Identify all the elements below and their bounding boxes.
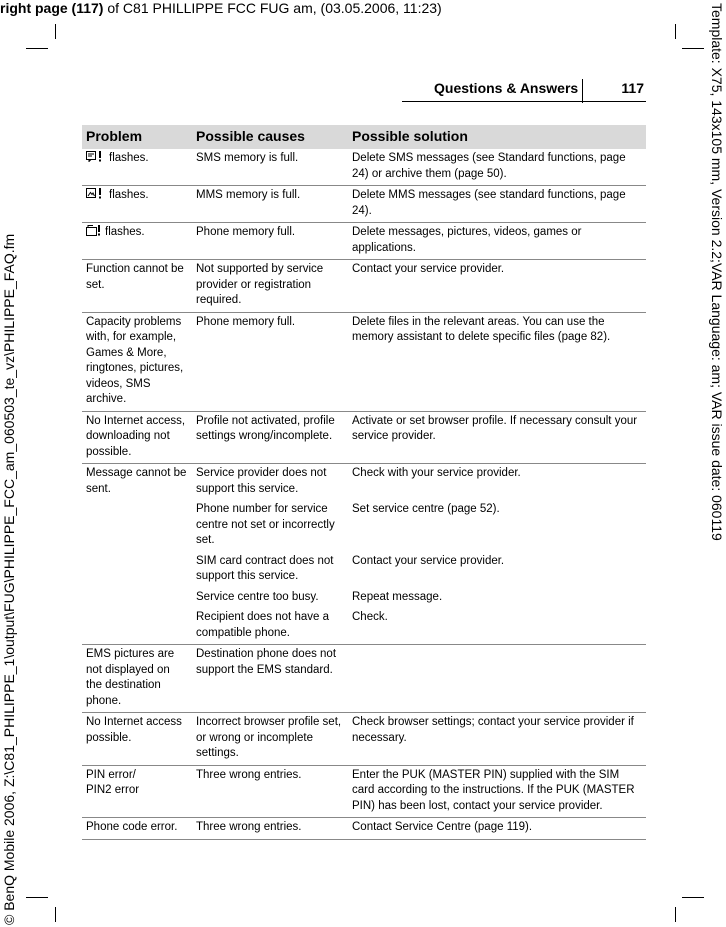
solution-cell: Delete SMS messages (see Standard functions, page 24) or archive them (page 50). [348, 149, 646, 186]
sms-memory-full-icon [86, 151, 106, 168]
side-copyright-text: © BenQ Mobile 2006, Z:\C81_PHILIPPE_1\output\FUG\PHILIPPE_FCC_am_060503_te_vz\PHILIPPE_FAQ.fm [1, 233, 17, 925]
problem-cell [82, 608, 192, 645]
cause-cell: Three wrong entries. [192, 818, 348, 840]
crop-mark [682, 48, 704, 49]
phone-memory-full-icon [86, 225, 102, 242]
solution-cell: Contact Service Centre (page 119). [348, 818, 646, 840]
crop-mark [55, 907, 56, 922]
problem-cell: Message cannot be sent. [86, 467, 187, 495]
problem-cell: flashes. [82, 149, 192, 186]
table-row [82, 464, 646, 501]
crop-mark [675, 907, 676, 922]
problem-cell: flashes. [82, 186, 192, 223]
problem-cell [82, 588, 192, 609]
solution-cell: Delete files in the relevant areas. You can use the memory assistant to delete specific files (page 82). [348, 312, 646, 411]
crop-mark [682, 897, 704, 898]
solution-cell: Activate or set browser profile. If necessary consult your service provider. [348, 411, 646, 464]
problem-cell: Function cannot be set. [82, 260, 192, 313]
table-row [82, 552, 646, 588]
crop-mark [675, 24, 676, 39]
table-row [82, 765, 646, 818]
solution-cell: Enter the PUK (MASTER PIN) supplied with the SIM card according to the instructions. If the PUK (MASTER PIN) has been lost, contact your service provider. [348, 765, 646, 818]
solution-cell: Check with your service provider. [352, 467, 521, 479]
solution-cell: Contact your service provider. [352, 554, 505, 567]
table-row [82, 500, 646, 552]
table-row [82, 818, 646, 840]
table-row [82, 186, 646, 223]
mms-memory-full-icon [86, 188, 106, 205]
crop-mark [26, 897, 48, 898]
table-row [82, 713, 646, 766]
cause-cell: Not supported by service provider or registration required. [192, 260, 348, 313]
table-row [82, 223, 646, 260]
header-possible-causes: Possible causes [192, 125, 348, 149]
side-template-text: Template: X75, 143x105 mm, Version 2.2;VAR Language: am; VAR issue date: 060119 [709, 3, 725, 541]
cause-cell: Service centre too busy. [196, 590, 319, 603]
crop-mark [26, 48, 48, 49]
solution-cell: Delete messages, pictures, videos, games or applications. [348, 223, 646, 260]
table-row [82, 645, 646, 713]
problem-cell: Phone code error. [82, 818, 192, 840]
cause-cell: Recipient does not have a compatible phone. [192, 608, 348, 645]
solution-cell: Repeat message. [352, 590, 443, 603]
table-row [82, 588, 646, 609]
problem-cell: No Internet access, downloading not possible. [82, 411, 192, 464]
cause-cell: Incorrect browser profile set, or wrong or incomplete settings. [192, 713, 348, 766]
cause-cell: Phone memory full. [192, 312, 348, 411]
faq-table [82, 125, 646, 840]
cause-cell: Phone memory full. [192, 223, 348, 260]
problem-cell: No Internet access possible. [82, 713, 192, 766]
running-head [402, 79, 646, 103]
cause-cell: Phone number for service centre not set or incorrectly set. [196, 503, 335, 546]
problem-cell: flashes. [82, 223, 192, 260]
crop-mark [55, 24, 56, 39]
cause-cell: Service provider does not support this service. [196, 467, 327, 495]
page-header-prefix: right page (117) [0, 0, 104, 16]
table-row [82, 411, 646, 464]
table-row [82, 608, 646, 645]
cause-cell: Profile not activated, profile settings wrong/incomplete. [192, 411, 348, 464]
cause-cell: MMS memory is full. [192, 186, 348, 223]
header-problem: Problem [82, 125, 192, 149]
table-row [82, 312, 646, 411]
solution-cell: Contact your service provider. [348, 260, 646, 313]
page-header [0, 0, 442, 16]
header-possible-solution: Possible solution [348, 125, 646, 149]
solution-cell: Delete MMS messages (see standard functions, page 24). [348, 186, 646, 223]
solution-cell: Set service centre (page 52). [352, 503, 500, 515]
solution-cell: Check. [348, 608, 646, 645]
problem-cell: Capacity problems with, for example, Games & More, ringtones, pictures, videos, SMS archive. [82, 312, 192, 411]
header-divider [582, 79, 583, 103]
solution-cell [348, 645, 646, 713]
problem-cell: PIN error/ PIN2 error [82, 765, 192, 818]
problem-cell: EMS pictures are not displayed on the destination phone. [82, 645, 192, 713]
header-rule [402, 101, 646, 102]
table-header-row [82, 125, 646, 149]
cause-cell: SIM card contract does not support this service. [196, 554, 334, 582]
section-title: Questions & Answers [434, 80, 579, 96]
problem-cell [82, 500, 192, 552]
page-header-rest: of C81 PHILLIPPE FCC FUG am, (03.05.2006, 11:23) [103, 0, 442, 16]
cause-cell: Destination phone does not support the EMS standard. [192, 645, 348, 713]
page-number: 117 [621, 80, 644, 96]
solution-cell: Check browser settings; contact your service provider if necessary. [348, 713, 646, 766]
problem-cell [82, 552, 192, 588]
table-row [82, 149, 646, 186]
table-row [82, 260, 646, 313]
cause-cell: SMS memory is full. [192, 149, 348, 186]
cause-cell: Three wrong entries. [192, 765, 348, 818]
